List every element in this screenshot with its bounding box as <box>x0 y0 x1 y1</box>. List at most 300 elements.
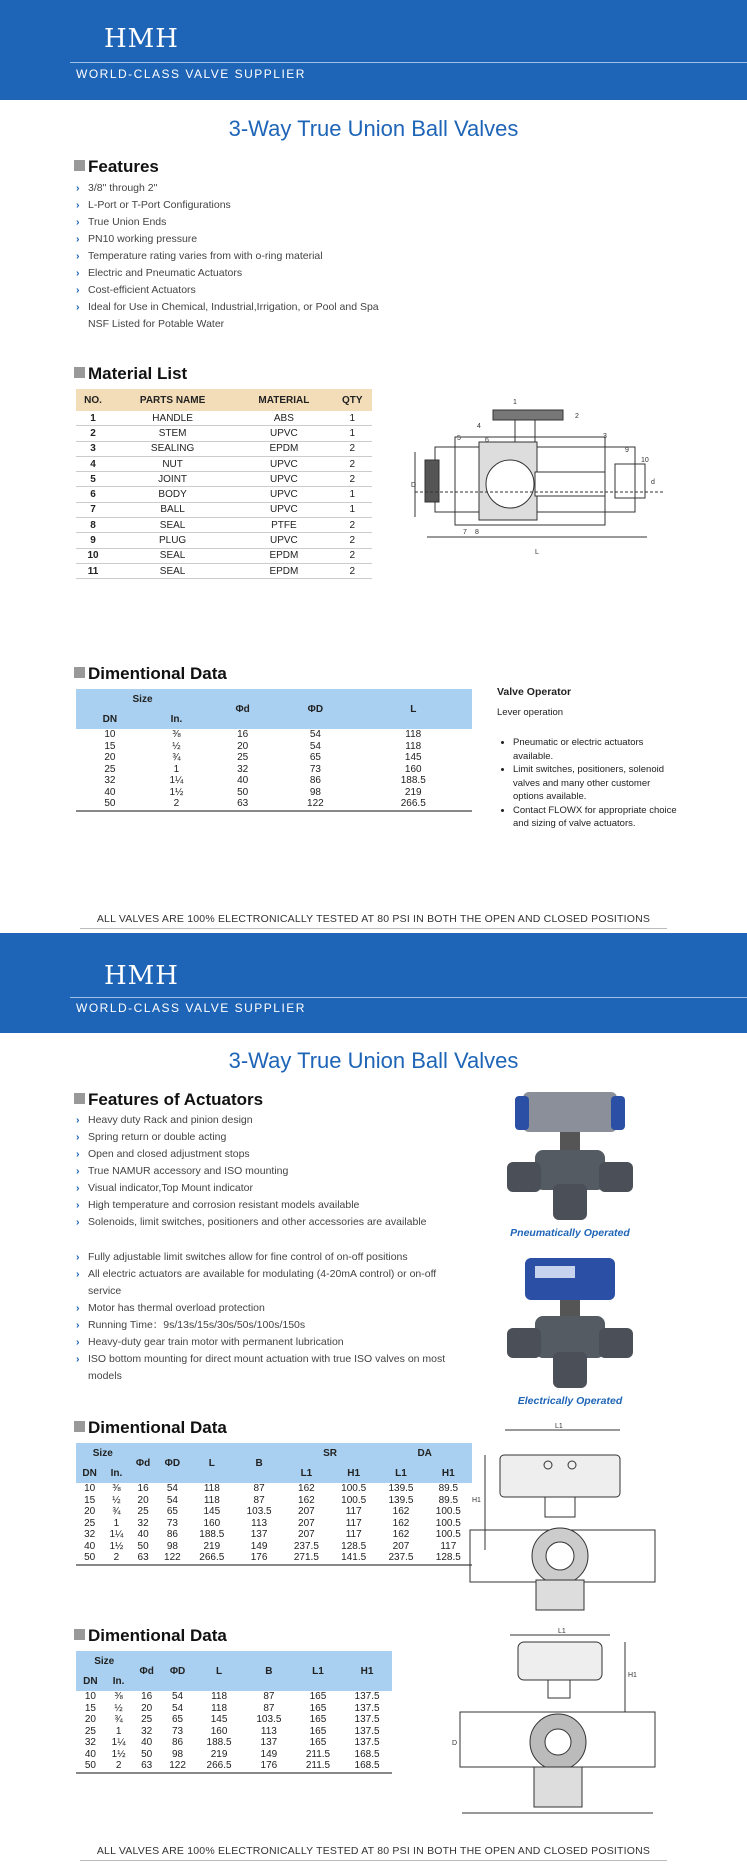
table-cell: 16 <box>137 1483 149 1495</box>
table-cell: 145 <box>210 1714 228 1726</box>
dimension-table-2 <box>76 1443 472 1566</box>
table-cell: 50 <box>141 1748 153 1760</box>
actuator-feature-item: › Open and closed adjustment stops <box>76 1146 466 1163</box>
actuator-feature-item: › True NAMUR accessory and ISO mounting <box>76 1163 466 1180</box>
table-cell: UPVC <box>235 502 332 517</box>
table-cell: 128.5 <box>341 1540 367 1552</box>
table-cell: UPVC <box>235 533 332 548</box>
table-cell: UPVC <box>235 487 332 502</box>
table-cell: JOINT <box>110 472 235 487</box>
dim-label-H1: H1 <box>472 1497 481 1504</box>
table-cell: 118 <box>203 1494 220 1506</box>
table-cell: 25 <box>237 752 249 764</box>
table-cell: 65 <box>171 1714 184 1726</box>
table-cell: 188.5 <box>199 1529 225 1541</box>
table-cell: 2 <box>113 1552 120 1564</box>
table-cell: 207 <box>298 1506 315 1518</box>
table-cell: ¾ <box>172 752 181 764</box>
table-cell: 266.5 <box>400 798 426 810</box>
table-cell: 1½ <box>169 786 184 798</box>
table-cell: 1 <box>333 411 372 426</box>
table-cell: 237.5 <box>388 1552 414 1564</box>
table-header-row <box>76 1443 472 1463</box>
table-row <box>76 487 372 502</box>
table-cell: 122 <box>164 1552 181 1564</box>
table-row <box>76 1737 392 1749</box>
table-cell: PTFE <box>235 518 332 533</box>
footer-line-2 <box>80 1860 667 1861</box>
column-header: L <box>355 689 472 729</box>
table-cell: 65 <box>309 752 321 764</box>
operator-note: • Limit switches, positioners, solenoid valves and many other customer options available. <box>513 763 683 804</box>
table-cell: 176 <box>250 1552 268 1564</box>
table-cell: 87 <box>253 1483 265 1495</box>
table-cell: 16 <box>141 1691 153 1703</box>
column-header: PARTS NAME <box>110 389 235 411</box>
footer-1: ALL VALVES ARE 100% ELECTRONICALLY TESTED AT 80 PSI IN BOTH THE OPEN AND CLOSED POSITIONS <box>96 913 651 925</box>
table-cell: 103.5 <box>256 1714 282 1726</box>
table-cell: 40 <box>84 1540 96 1552</box>
table-cell: 118 <box>405 740 422 752</box>
actuator-feature-item: › All electric actuators are available for modulating (4-20mA control) or on-off service <box>76 1266 466 1300</box>
table-cell: ABS <box>235 411 332 426</box>
column-header: In. <box>144 709 209 729</box>
callout-8: 8 <box>475 529 479 536</box>
column-header: Φd <box>130 1443 157 1483</box>
table-cell: 2 <box>333 548 372 563</box>
table-cell: 211.5 <box>305 1748 331 1760</box>
table-cell: 6 <box>76 487 110 502</box>
table-cell: 89.5 <box>438 1494 459 1506</box>
table-cell: 86 <box>171 1737 184 1749</box>
table-row <box>76 502 372 517</box>
table-cell: 271.5 <box>293 1552 319 1564</box>
table-row <box>76 533 372 548</box>
table-cell: 20 <box>84 1506 96 1518</box>
table-cell: 2 <box>333 472 372 487</box>
column-header: B <box>235 1443 282 1483</box>
table-header-row <box>76 389 372 411</box>
actuator-feature-item: › Spring return or double acting <box>76 1129 466 1146</box>
table-cell: 207 <box>298 1517 315 1529</box>
table-cell: 137.5 <box>354 1691 380 1703</box>
table-row <box>76 1506 472 1518</box>
table-row <box>76 798 472 811</box>
table-header-row <box>76 689 472 709</box>
table-row <box>76 456 372 471</box>
table-cell: 100.5 <box>341 1483 367 1495</box>
table-cell: 117 <box>345 1529 362 1541</box>
table-row <box>76 411 372 426</box>
table-cell: 54 <box>171 1702 184 1714</box>
dim-label-D: D <box>411 482 417 489</box>
table-cell: 168.5 <box>354 1748 380 1760</box>
table-cell: ½ <box>114 1702 123 1714</box>
table-cell: 89.5 <box>438 1483 459 1495</box>
table-cell: 219 <box>404 786 422 798</box>
dim-label-d: d <box>651 479 655 486</box>
table-cell: 2 <box>333 441 372 456</box>
table-cell: 2 <box>76 426 110 441</box>
table-cell: 15 <box>84 1494 96 1506</box>
table-cell: 54 <box>309 740 321 752</box>
table-cell: STEM <box>110 426 235 441</box>
table-cell: 145 <box>203 1506 221 1518</box>
table-cell: 149 <box>260 1748 278 1760</box>
table-cell: 20 <box>104 752 116 764</box>
table-cell: 1¼ <box>169 775 184 787</box>
dim-label-D-e: D <box>452 1740 458 1747</box>
table-cell: SEAL <box>110 518 235 533</box>
column-header: Size <box>76 689 209 709</box>
pneumatic-caption: Pneumatically Operated <box>510 1227 630 1239</box>
callout-3: 3 <box>603 433 607 440</box>
table-cell: EPDM <box>235 563 332 578</box>
table-cell: 139.5 <box>388 1483 414 1495</box>
actuator-feature-item: › High temperature and corrosion resistant models available <box>76 1197 466 1214</box>
feature-item: › Ideal for Use in Chemical, Industrial,Irrigation, or Pool and Spa NSF Listed for Potable Water <box>76 299 386 333</box>
table-cell: 87 <box>263 1691 275 1703</box>
brand-tagline: WORLD-CLASS VALVE SUPPLIER <box>76 67 306 81</box>
table-cell: 40 <box>141 1737 153 1749</box>
table-cell: 54 <box>166 1494 178 1506</box>
operator-sub: Lever operation <box>497 707 564 718</box>
table-cell: 117 <box>440 1540 457 1552</box>
table-cell: 117 <box>345 1517 362 1529</box>
table-cell: PLUG <box>110 533 235 548</box>
table-cell: 86 <box>166 1529 178 1541</box>
actuator-heading: Features of Actuators <box>74 1090 263 1110</box>
table-cell: 207 <box>392 1540 410 1552</box>
dim-label-L1: L1 <box>555 1423 563 1430</box>
table-cell: 100.5 <box>435 1517 461 1529</box>
table-cell: 141.5 <box>341 1552 367 1564</box>
table-cell: 128.5 <box>435 1552 461 1564</box>
table-cell: 10 <box>76 548 110 563</box>
actuator-feature-item: › ISO bottom mounting for direct mount actuation with true ISO valves on most models <box>76 1351 466 1385</box>
table-row <box>76 441 372 456</box>
table-cell: 87 <box>263 1702 275 1714</box>
table-cell: 1 <box>76 411 110 426</box>
table-cell: 32 <box>141 1725 153 1737</box>
table-cell: 160 <box>203 1517 221 1529</box>
table-cell: 7 <box>76 502 110 517</box>
table-cell: 16 <box>237 729 249 741</box>
table-cell: 25 <box>104 763 116 775</box>
column-header: DN <box>76 1671 105 1691</box>
table-cell: 100.5 <box>341 1494 367 1506</box>
table-cell: 137 <box>250 1529 268 1541</box>
table-row <box>76 1518 472 1530</box>
table-cell: 160 <box>210 1725 228 1737</box>
column-header: H1 <box>342 1651 392 1691</box>
actuator-features-a <box>76 1112 466 1231</box>
column-header: ΦD <box>161 1651 194 1691</box>
table-row <box>76 1529 472 1541</box>
table-cell: 10 <box>104 729 116 741</box>
table-cell: ½ <box>172 740 181 752</box>
table-cell: 162 <box>392 1506 410 1518</box>
table-cell: 1 <box>333 502 372 517</box>
features-list <box>76 180 386 333</box>
table-cell: 87 <box>253 1494 265 1506</box>
column-header: L1 <box>294 1651 342 1691</box>
callout-2: 2 <box>575 413 579 420</box>
operator-notes <box>497 736 683 831</box>
table-cell: 25 <box>141 1714 153 1726</box>
table-row <box>76 1495 472 1507</box>
table-cell: 118 <box>405 729 422 741</box>
electric-caption: Electrically Operated <box>517 1395 623 1407</box>
feature-item: › True Union Ends <box>76 214 386 231</box>
table-cell: ¾ <box>114 1714 123 1726</box>
table-cell: 40 <box>84 1748 96 1760</box>
table-row <box>76 426 372 441</box>
actuator-feature-item: › Fully adjustable limit switches allow for fine control of on-off positions <box>76 1249 466 1266</box>
table-row <box>76 1703 392 1715</box>
column-header: L <box>194 1651 244 1691</box>
table-cell: 100.5 <box>435 1529 461 1541</box>
table-cell: 165 <box>309 1702 327 1714</box>
table-row <box>76 741 472 753</box>
column-header: Size <box>76 1443 130 1463</box>
table-cell: 73 <box>309 763 321 775</box>
callout-5: 5 <box>457 435 461 442</box>
table-cell: 118 <box>203 1483 220 1495</box>
table-cell: 162 <box>392 1529 410 1541</box>
table-row <box>76 548 372 563</box>
table-cell: 32 <box>137 1517 149 1529</box>
table-cell: 25 <box>84 1725 96 1737</box>
table-cell: SEAL <box>110 548 235 563</box>
table-cell: 137.5 <box>354 1725 380 1737</box>
table-cell: 2 <box>173 798 180 810</box>
table-cell: ¾ <box>112 1506 121 1518</box>
table-row <box>76 563 372 578</box>
table-cell: HANDLE <box>110 411 235 426</box>
table-cell: 162 <box>298 1483 315 1495</box>
column-header: H1 <box>330 1463 377 1483</box>
table-cell: 15 <box>104 740 116 752</box>
table-cell: 266.5 <box>199 1552 225 1564</box>
table-row <box>76 729 472 741</box>
actuator-feature-item: › Solenoids, limit switches, positioners and other accessories are available <box>76 1214 466 1231</box>
column-header: In. <box>103 1463 129 1483</box>
table-cell: 32 <box>84 1529 96 1541</box>
column-header: ΦD <box>276 689 354 729</box>
table-cell: 63 <box>141 1760 153 1772</box>
table-cell: 168.5 <box>354 1760 380 1772</box>
table-cell: 219 <box>203 1540 221 1552</box>
operator-note: • Pneumatic or electric actuators available. <box>513 736 683 763</box>
feature-item: › L-Port or T-Port Configurations <box>76 197 386 214</box>
footer-line-1 <box>80 928 667 929</box>
table-cell: 137 <box>260 1737 278 1749</box>
feature-item: › Cost-efficient Actuators <box>76 282 386 299</box>
material-table <box>76 389 372 579</box>
table-header-row <box>76 1651 392 1671</box>
table-cell: 50 <box>84 1760 96 1772</box>
table-cell: 50 <box>104 798 116 810</box>
table-cell: 1 <box>113 1517 120 1529</box>
feature-item: › 3/8" through 2" <box>76 180 386 197</box>
valve-section-drawing <box>411 392 665 572</box>
table-cell: 149 <box>250 1540 268 1552</box>
electric-dim-drawing <box>450 1627 665 1817</box>
table-cell: 1½ <box>109 1540 124 1552</box>
actuator-features-b <box>76 1249 466 1385</box>
brand-tagline-2: WORLD-CLASS VALVE SUPPLIER <box>76 1001 306 1015</box>
table-row <box>76 518 372 533</box>
table-cell: EPDM <box>235 548 332 563</box>
banner-divider <box>70 62 747 63</box>
table-cell: 50 <box>84 1552 96 1564</box>
column-header: L <box>188 1443 235 1483</box>
table-cell: 139.5 <box>388 1494 414 1506</box>
features-heading: Features <box>74 157 159 177</box>
table-cell: 54 <box>171 1691 184 1703</box>
table-cell: 160 <box>404 763 422 775</box>
table-cell: 1¼ <box>111 1737 126 1749</box>
feature-item: › Electric and Pneumatic Actuators <box>76 265 386 282</box>
page-title: 3-Way True Union Ball Valves <box>228 116 519 141</box>
table-cell: 98 <box>309 786 321 798</box>
column-header: Φd <box>209 689 276 729</box>
table-cell: 20 <box>237 740 249 752</box>
table-cell: 113 <box>260 1725 277 1737</box>
table-cell: 117 <box>345 1506 362 1518</box>
table-cell: 113 <box>251 1517 268 1529</box>
table-cell: SEAL <box>110 563 235 578</box>
table-row <box>76 787 472 799</box>
table-cell: 32 <box>104 775 116 787</box>
table-cell: 207 <box>298 1529 315 1541</box>
table-cell: 188.5 <box>206 1737 232 1749</box>
table-cell: 20 <box>141 1702 153 1714</box>
column-header: QTY <box>333 389 372 411</box>
column-header: In. <box>105 1671 133 1691</box>
table-row <box>76 764 472 776</box>
table-cell: 1 <box>173 763 180 775</box>
table-cell: 1¼ <box>109 1529 124 1541</box>
brand-logo: HMH <box>104 24 179 54</box>
feature-item: › PN10 working pressure <box>76 231 386 248</box>
column-header: DA <box>377 1443 472 1463</box>
table-cell: 54 <box>166 1483 178 1495</box>
column-header: SR <box>283 1443 378 1463</box>
table-cell: 32 <box>237 763 249 775</box>
table-cell: 20 <box>137 1494 149 1506</box>
table-cell: 2 <box>333 533 372 548</box>
column-header: L1 <box>377 1463 424 1483</box>
table-cell: 4 <box>76 456 110 471</box>
table-cell: 266.5 <box>206 1760 232 1772</box>
table-cell: 176 <box>260 1760 278 1772</box>
column-header: DN <box>76 709 144 729</box>
column-header: L1 <box>283 1463 330 1483</box>
table-cell: 9 <box>76 533 110 548</box>
table-row <box>76 775 472 787</box>
table-cell: 25 <box>84 1517 96 1529</box>
callout-10: 10 <box>641 457 649 464</box>
table-cell: 237.5 <box>293 1540 319 1552</box>
table-cell: 122 <box>169 1760 186 1772</box>
table-cell: 40 <box>237 775 249 787</box>
callout-6: 6 <box>485 437 489 444</box>
page-title-2: 3-Way True Union Ball Valves <box>228 1048 519 1073</box>
table-cell: 219 <box>210 1748 228 1760</box>
table-row <box>76 472 372 487</box>
table-cell: 137.5 <box>354 1737 380 1749</box>
table-cell: UPVC <box>235 472 332 487</box>
table-cell: 3 <box>76 441 110 456</box>
actuator-feature-item: › Heavy duty Rack and pinion design <box>76 1112 466 1129</box>
table-cell: 10 <box>84 1483 96 1495</box>
electric-valve-image <box>505 1248 635 1393</box>
table-row <box>76 1714 392 1726</box>
dimension-table-3 <box>76 1651 392 1774</box>
callout-4: 4 <box>477 423 481 430</box>
table-cell: 10 <box>84 1691 96 1703</box>
table-cell: 25 <box>137 1506 149 1518</box>
table-cell: 63 <box>137 1552 149 1564</box>
dimension-table-1 <box>76 689 472 812</box>
table-row <box>76 1760 392 1773</box>
table-row <box>76 1483 472 1495</box>
table-cell: 165 <box>309 1714 327 1726</box>
table-cell: 73 <box>171 1725 184 1737</box>
dim-heading-2: Dimentional Data <box>74 1418 227 1438</box>
table-cell: 15 <box>84 1702 96 1714</box>
table-cell: 20 <box>84 1714 96 1726</box>
column-header: Φd <box>132 1651 161 1691</box>
table-cell: BALL <box>110 502 235 517</box>
table-cell: UPVC <box>235 456 332 471</box>
dim-label-H1-e: H1 <box>628 1672 637 1679</box>
callout-1: 1 <box>513 399 517 406</box>
table-cell: EPDM <box>235 441 332 456</box>
actuator-feature-item: › Running Time：9s/13s/15s/30s/50s/100s/150s <box>76 1317 466 1334</box>
dim-heading-1: Dimentional Data <box>74 664 227 684</box>
pneumatic-valve-image <box>505 1080 635 1225</box>
table-cell: 103.5 <box>246 1506 272 1518</box>
dim-label-L: L <box>535 549 539 556</box>
table-cell: 5 <box>76 472 110 487</box>
table-cell: 1 <box>333 487 372 502</box>
table-cell: ⅜ <box>172 729 181 741</box>
table-cell: 11 <box>76 563 110 578</box>
table-row <box>76 752 472 764</box>
table-row <box>76 1552 472 1565</box>
table-cell: SEALING <box>110 441 235 456</box>
column-header: DN <box>76 1463 103 1483</box>
table-cell: 165 <box>309 1737 327 1749</box>
table-cell: 188.5 <box>400 775 426 787</box>
table-cell: 162 <box>392 1517 410 1529</box>
footer-2: ALL VALVES ARE 100% ELECTRONICALLY TESTED AT 80 PSI IN BOTH THE OPEN AND CLOSED POSITIONS <box>96 1845 651 1857</box>
table-cell: 1½ <box>111 1748 126 1760</box>
table-cell: 40 <box>104 786 116 798</box>
table-cell: 50 <box>237 786 249 798</box>
brand-logo-2: HMH <box>104 961 179 991</box>
table-row <box>76 1691 392 1703</box>
table-row <box>76 1749 392 1761</box>
material-heading: Material List <box>74 364 187 384</box>
column-header: B <box>244 1651 294 1691</box>
table-row <box>76 1726 392 1738</box>
column-header: Size <box>76 1651 132 1671</box>
dim-label-L1-e: L1 <box>558 1628 566 1635</box>
